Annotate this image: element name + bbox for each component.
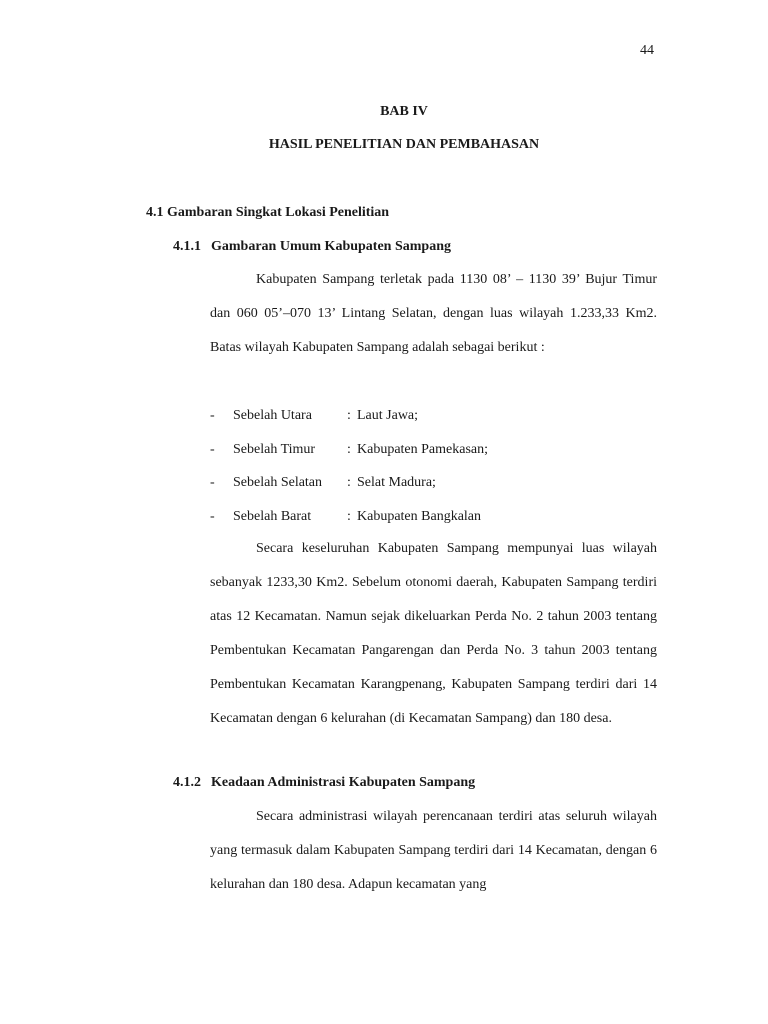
list-direction: Sebelah Barat: [233, 508, 312, 524]
paragraph-area-text: Secara keseluruhan Kabupaten Sampang mempunyai luas wilayah sebanyak 1233,30 Km2. Sebelum otonomi daerah, Kabupaten Sampang terdiri atas 12 Kecamatan. Namun sejak dikeluarkan Perda No. 2 tahun 2003 tentang Pembentukan Kecamatan Pangarengan dan Perda No. 3 tahun 2003 tentang Pembentukan Kecamatan Karangpenang, Kabupaten Sampang terdiri dari 14 Kecamatan dengan 6 kelurahan (di Kecamatan Sampang) dan 180 desa.: [210, 541, 657, 726]
paragraph-location-text: Kabupaten Sampang terletak pada 1130 08’ – 1130 39’ Bujur Timur dan 060 05’–070 13’ Lintang Selatan, dengan luas wilayah 1.233,33 Km2. Batas wilayah Kabupaten Sampang adalah sebagai berikut :: [210, 272, 657, 355]
list-item: [210, 407, 657, 441]
border-list: [210, 407, 657, 541]
list-item: [210, 474, 657, 508]
paragraph-administration: [210, 800, 657, 902]
list-item: [210, 441, 657, 475]
subsection-title: Keadaan Administrasi Kabupaten Sampang: [211, 775, 476, 790]
list-dash: -: [210, 408, 215, 423]
list-direction: Sebelah Utara: [233, 408, 312, 423]
list-direction: Sebelah Timur: [233, 441, 316, 457]
list-value: Kabupaten Pamekasan;: [357, 441, 489, 457]
paragraph-location: [210, 263, 657, 365]
list-separator: :: [347, 441, 351, 457]
subsection-heading-4-1-1: [173, 239, 451, 255]
list-value: Laut Jawa;: [357, 408, 419, 423]
section-heading-4-1: 4.1 Gambaran Singkat Lokasi Penelitian: [146, 205, 390, 220]
subsection-title: Gambaran Umum Kabupaten Sampang: [211, 239, 451, 254]
list-dash: -: [210, 441, 215, 457]
page-number: 44: [640, 43, 654, 58]
list-value: Selat Madura;: [357, 475, 436, 490]
chapter-title: HASIL PENELITIAN DAN PEMBAHASAN: [268, 137, 540, 152]
paragraph-administration-text: Secara administrasi wilayah perencanaan terdiri atas seluruh wilayah yang termasuk dalam Kabupaten Sampang terdiri dari 14 Kecamatan, dengan 6 kelurahan dan 180 desa. Adapun kecamatan yang: [210, 809, 657, 892]
list-separator: :: [347, 408, 351, 423]
chapter-heading: BAB IV: [380, 104, 428, 119]
list-direction: Sebelah Selatan: [233, 475, 323, 490]
list-value: Kabupaten Bangkalan: [357, 508, 482, 524]
list-dash: -: [210, 508, 215, 524]
subsection-heading-4-1-2: [173, 775, 475, 791]
list-dash: -: [210, 475, 215, 490]
paragraph-area: [210, 532, 657, 736]
list-separator: :: [347, 508, 351, 524]
list-separator: :: [347, 475, 351, 490]
subsection-number: 4.1.2: [173, 775, 201, 790]
subsection-number: 4.1.1: [173, 239, 201, 254]
